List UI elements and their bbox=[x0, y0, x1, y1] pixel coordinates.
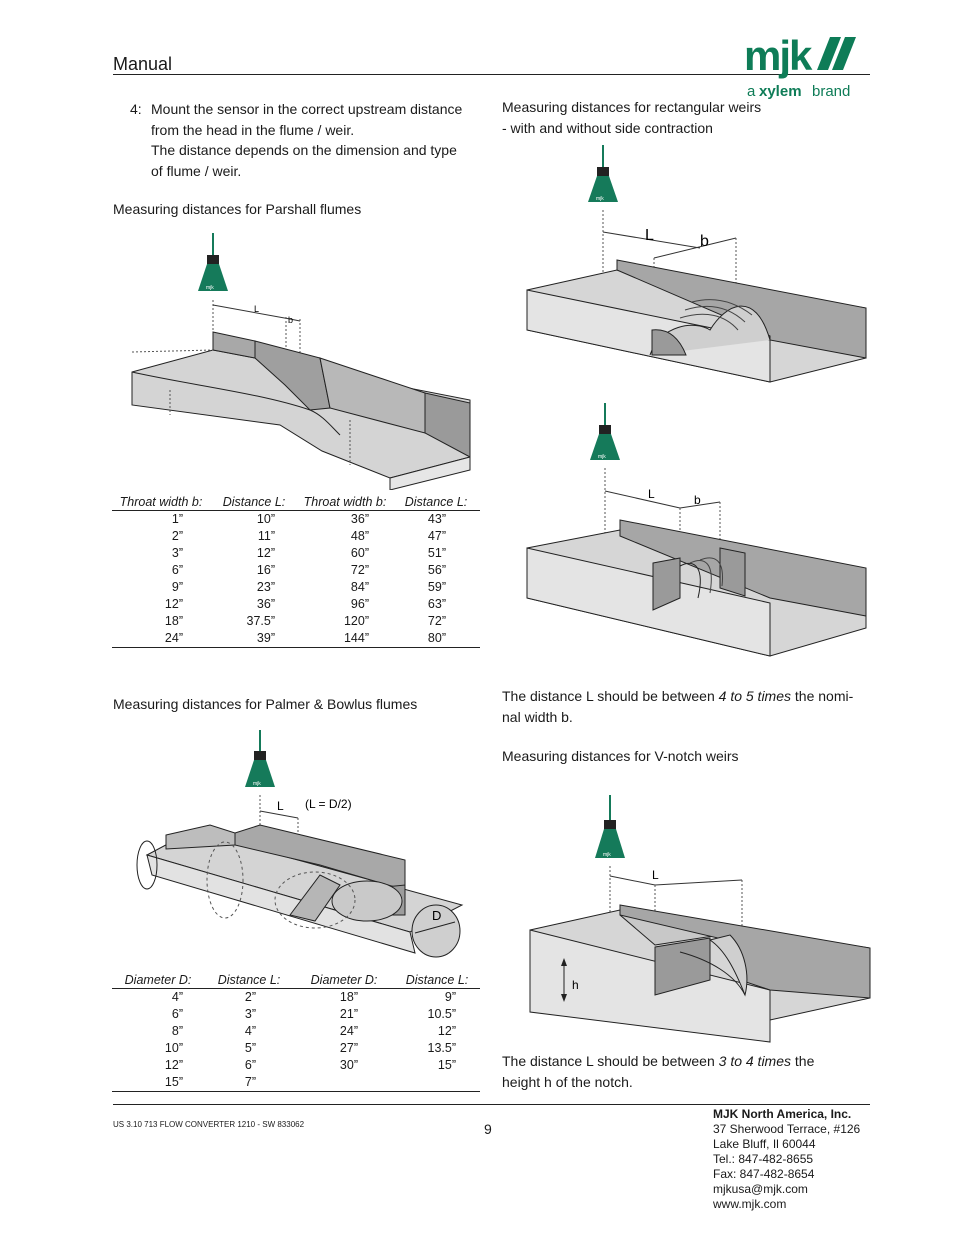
table-row bbox=[112, 528, 480, 545]
page-title: Manual bbox=[113, 54, 173, 74]
note-text: The distance L should be between bbox=[502, 688, 719, 704]
label-b: b bbox=[288, 315, 294, 325]
table-cell: 120” bbox=[343, 614, 369, 628]
page-number: 9 bbox=[484, 1121, 492, 1137]
table-cell: 51” bbox=[427, 546, 446, 560]
rectangular-subheading: - with and without side contraction bbox=[502, 120, 713, 136]
rectangular-weir-diagram-2 bbox=[520, 398, 875, 663]
address-line: Tel.: 847-482-8655 bbox=[713, 1152, 814, 1166]
logo-wordmark: mjk bbox=[744, 34, 811, 79]
step-number: 4: bbox=[130, 101, 142, 117]
table-row bbox=[112, 1057, 480, 1074]
table-cell: 47” bbox=[427, 529, 446, 543]
table-cell: 16” bbox=[256, 563, 275, 577]
table-cell: 9” bbox=[171, 580, 183, 594]
table-cell: 6” bbox=[244, 1058, 256, 1072]
table-cell: 8” bbox=[171, 1024, 183, 1038]
table-cell: 23” bbox=[256, 580, 275, 594]
table-cell: 18” bbox=[339, 990, 358, 1004]
label-L: L bbox=[648, 487, 655, 501]
note-text: The distance L should be between bbox=[502, 1053, 719, 1069]
table-row bbox=[112, 1006, 480, 1023]
table-cell: 15” bbox=[164, 1075, 183, 1089]
table-cell: 144” bbox=[343, 631, 369, 645]
table-cell: 3” bbox=[171, 546, 183, 560]
address-line: Lake Bluff, Il 60044 bbox=[713, 1137, 816, 1151]
table-cell: 72” bbox=[427, 614, 446, 628]
note-text: height h of the notch. bbox=[502, 1073, 633, 1090]
parshall-heading: Measuring distances for Parshall flumes bbox=[113, 201, 362, 217]
table-row bbox=[112, 596, 480, 613]
table-cell: 12” bbox=[256, 546, 275, 560]
vnotch-note bbox=[502, 1051, 814, 1092]
palmer-table bbox=[112, 972, 480, 1092]
palmer-bowlus-diagram bbox=[130, 725, 475, 970]
palmer-heading: Measuring distances for Palmer & Bowlus flumes bbox=[113, 696, 418, 712]
table-cell: 15” bbox=[437, 1058, 456, 1072]
logo-tagline-prefix: a bbox=[747, 83, 756, 100]
note-text: the nomi- bbox=[791, 688, 854, 704]
table-cell: 12” bbox=[164, 597, 183, 611]
note-emphasis: 4 to 5 times bbox=[718, 688, 792, 704]
table-row bbox=[112, 545, 480, 562]
label-D: D bbox=[432, 908, 442, 923]
table-cell: 37.5” bbox=[246, 614, 275, 628]
table-cell: 63” bbox=[427, 597, 446, 611]
table-row bbox=[112, 989, 480, 1007]
table-cell: 80” bbox=[427, 631, 446, 645]
table-cell: 43” bbox=[427, 512, 446, 526]
column-header: Diameter D: bbox=[124, 973, 192, 987]
table-cell: 48” bbox=[350, 529, 369, 543]
formula: (L = D/2) bbox=[305, 797, 352, 811]
column-header: Diameter D: bbox=[310, 973, 378, 987]
column-header: Throat width b: bbox=[303, 495, 387, 509]
table-cell: 56” bbox=[427, 563, 446, 577]
table-cell: 1” bbox=[171, 512, 183, 526]
table-cell: 2” bbox=[244, 990, 256, 1004]
sensor-brand: mjk bbox=[596, 196, 604, 202]
label-b: b bbox=[700, 233, 709, 250]
column-header: Distance L: bbox=[404, 495, 468, 509]
table-cell: 30” bbox=[339, 1058, 358, 1072]
table-cell bbox=[294, 1074, 394, 1092]
note-text: the bbox=[791, 1053, 815, 1069]
table-row bbox=[112, 1023, 480, 1040]
label-L: L bbox=[652, 868, 659, 882]
table-cell: 12” bbox=[437, 1024, 456, 1038]
parshall-flume-diagram bbox=[110, 225, 480, 490]
table-cell: 11” bbox=[257, 529, 275, 543]
table-cell bbox=[394, 1074, 480, 1092]
note-text: nal width b. bbox=[502, 708, 573, 725]
table-cell: 24” bbox=[164, 631, 183, 645]
table-row bbox=[112, 579, 480, 596]
address-line: Fax: 847-482-8654 bbox=[713, 1167, 815, 1181]
company-address bbox=[713, 1107, 860, 1212]
step-line: The distance depends on the dimension and type bbox=[151, 142, 457, 158]
vnotch-heading: Measuring distances for V-notch weirs bbox=[502, 748, 739, 764]
column-header: Distance L: bbox=[405, 973, 469, 987]
document-code: US 3.10 713 FLOW CONVERTER 1210 - SW 833062 bbox=[113, 1120, 305, 1129]
rectangular-note bbox=[502, 686, 853, 727]
table-row bbox=[112, 613, 480, 630]
table-cell: 4” bbox=[171, 990, 183, 1004]
table-cell: 9” bbox=[444, 990, 456, 1004]
table-header-row bbox=[112, 972, 480, 989]
website-link[interactable]: www.mjk.com bbox=[713, 1197, 787, 1211]
label-L: L bbox=[254, 304, 260, 314]
column-header: Distance L: bbox=[217, 973, 281, 987]
company-name: MJK North America, Inc. bbox=[713, 1107, 852, 1121]
table-cell: 84” bbox=[350, 580, 369, 594]
table-cell: 18” bbox=[164, 614, 183, 628]
table-cell: 13.5” bbox=[427, 1041, 456, 1055]
table-cell: 96” bbox=[350, 597, 369, 611]
table-row bbox=[112, 1074, 480, 1092]
step-line: of flume / weir. bbox=[151, 162, 242, 179]
table-cell: 36” bbox=[350, 512, 369, 526]
table-cell: 7” bbox=[244, 1075, 256, 1089]
label-b: b bbox=[694, 493, 701, 507]
table-row bbox=[112, 630, 480, 648]
column-header: Throat width b: bbox=[119, 495, 203, 509]
table-cell: 6” bbox=[171, 1007, 183, 1021]
vnotch-weir-diagram bbox=[520, 790, 875, 1045]
table-cell: 10” bbox=[256, 512, 275, 526]
table-row bbox=[112, 511, 480, 529]
table-cell: 10” bbox=[164, 1041, 183, 1055]
label-L: L bbox=[645, 227, 654, 244]
table-cell: 12” bbox=[164, 1058, 183, 1072]
column-header: Distance L: bbox=[222, 495, 286, 509]
table-cell: 60” bbox=[350, 546, 369, 560]
table-cell: 6” bbox=[171, 563, 183, 577]
table-cell: 39” bbox=[256, 631, 275, 645]
rectangular-heading: Measuring distances for rectangular weirs bbox=[502, 99, 762, 115]
table-cell: 36” bbox=[256, 597, 275, 611]
step-line: from the head in the flume / weir. bbox=[151, 121, 355, 138]
table-cell: 3” bbox=[244, 1007, 256, 1021]
footer-rule bbox=[113, 1104, 870, 1105]
sensor-brand: mjk bbox=[598, 454, 606, 460]
table-cell: 2” bbox=[171, 529, 183, 543]
table-cell: 21” bbox=[339, 1007, 358, 1021]
label-h: h bbox=[572, 978, 579, 992]
rectangular-weir-diagram-1 bbox=[520, 140, 875, 390]
table-cell: 4” bbox=[244, 1024, 256, 1038]
note-emphasis: 3 to 4 times bbox=[718, 1053, 792, 1069]
sensor-brand: mjk bbox=[253, 781, 261, 787]
table-cell: 59” bbox=[427, 580, 446, 594]
table-cell: 5” bbox=[244, 1041, 256, 1055]
label-L: L bbox=[277, 799, 284, 813]
logo-tagline-brand: xylem bbox=[759, 83, 802, 100]
sensor-brand: mjk bbox=[603, 852, 611, 858]
table-cell: 27” bbox=[339, 1041, 358, 1055]
logo-tagline-suffix: brand bbox=[812, 83, 851, 100]
table-cell: 72” bbox=[350, 563, 369, 577]
table-row bbox=[112, 562, 480, 579]
sensor-brand: mjk bbox=[206, 285, 214, 291]
address-line: 37 Sherwood Terrace, #126 bbox=[713, 1122, 861, 1136]
table-header-row bbox=[112, 494, 480, 511]
mjk-xylem-logo bbox=[744, 34, 874, 100]
email-link[interactable]: mjkusa@mjk.com bbox=[713, 1182, 808, 1196]
step-line: Mount the sensor in the correct upstream distance bbox=[151, 101, 463, 117]
table-row bbox=[112, 1040, 480, 1057]
table-cell: 10.5” bbox=[427, 1007, 456, 1021]
parshall-table bbox=[112, 494, 480, 648]
table-cell: 24” bbox=[339, 1024, 358, 1038]
